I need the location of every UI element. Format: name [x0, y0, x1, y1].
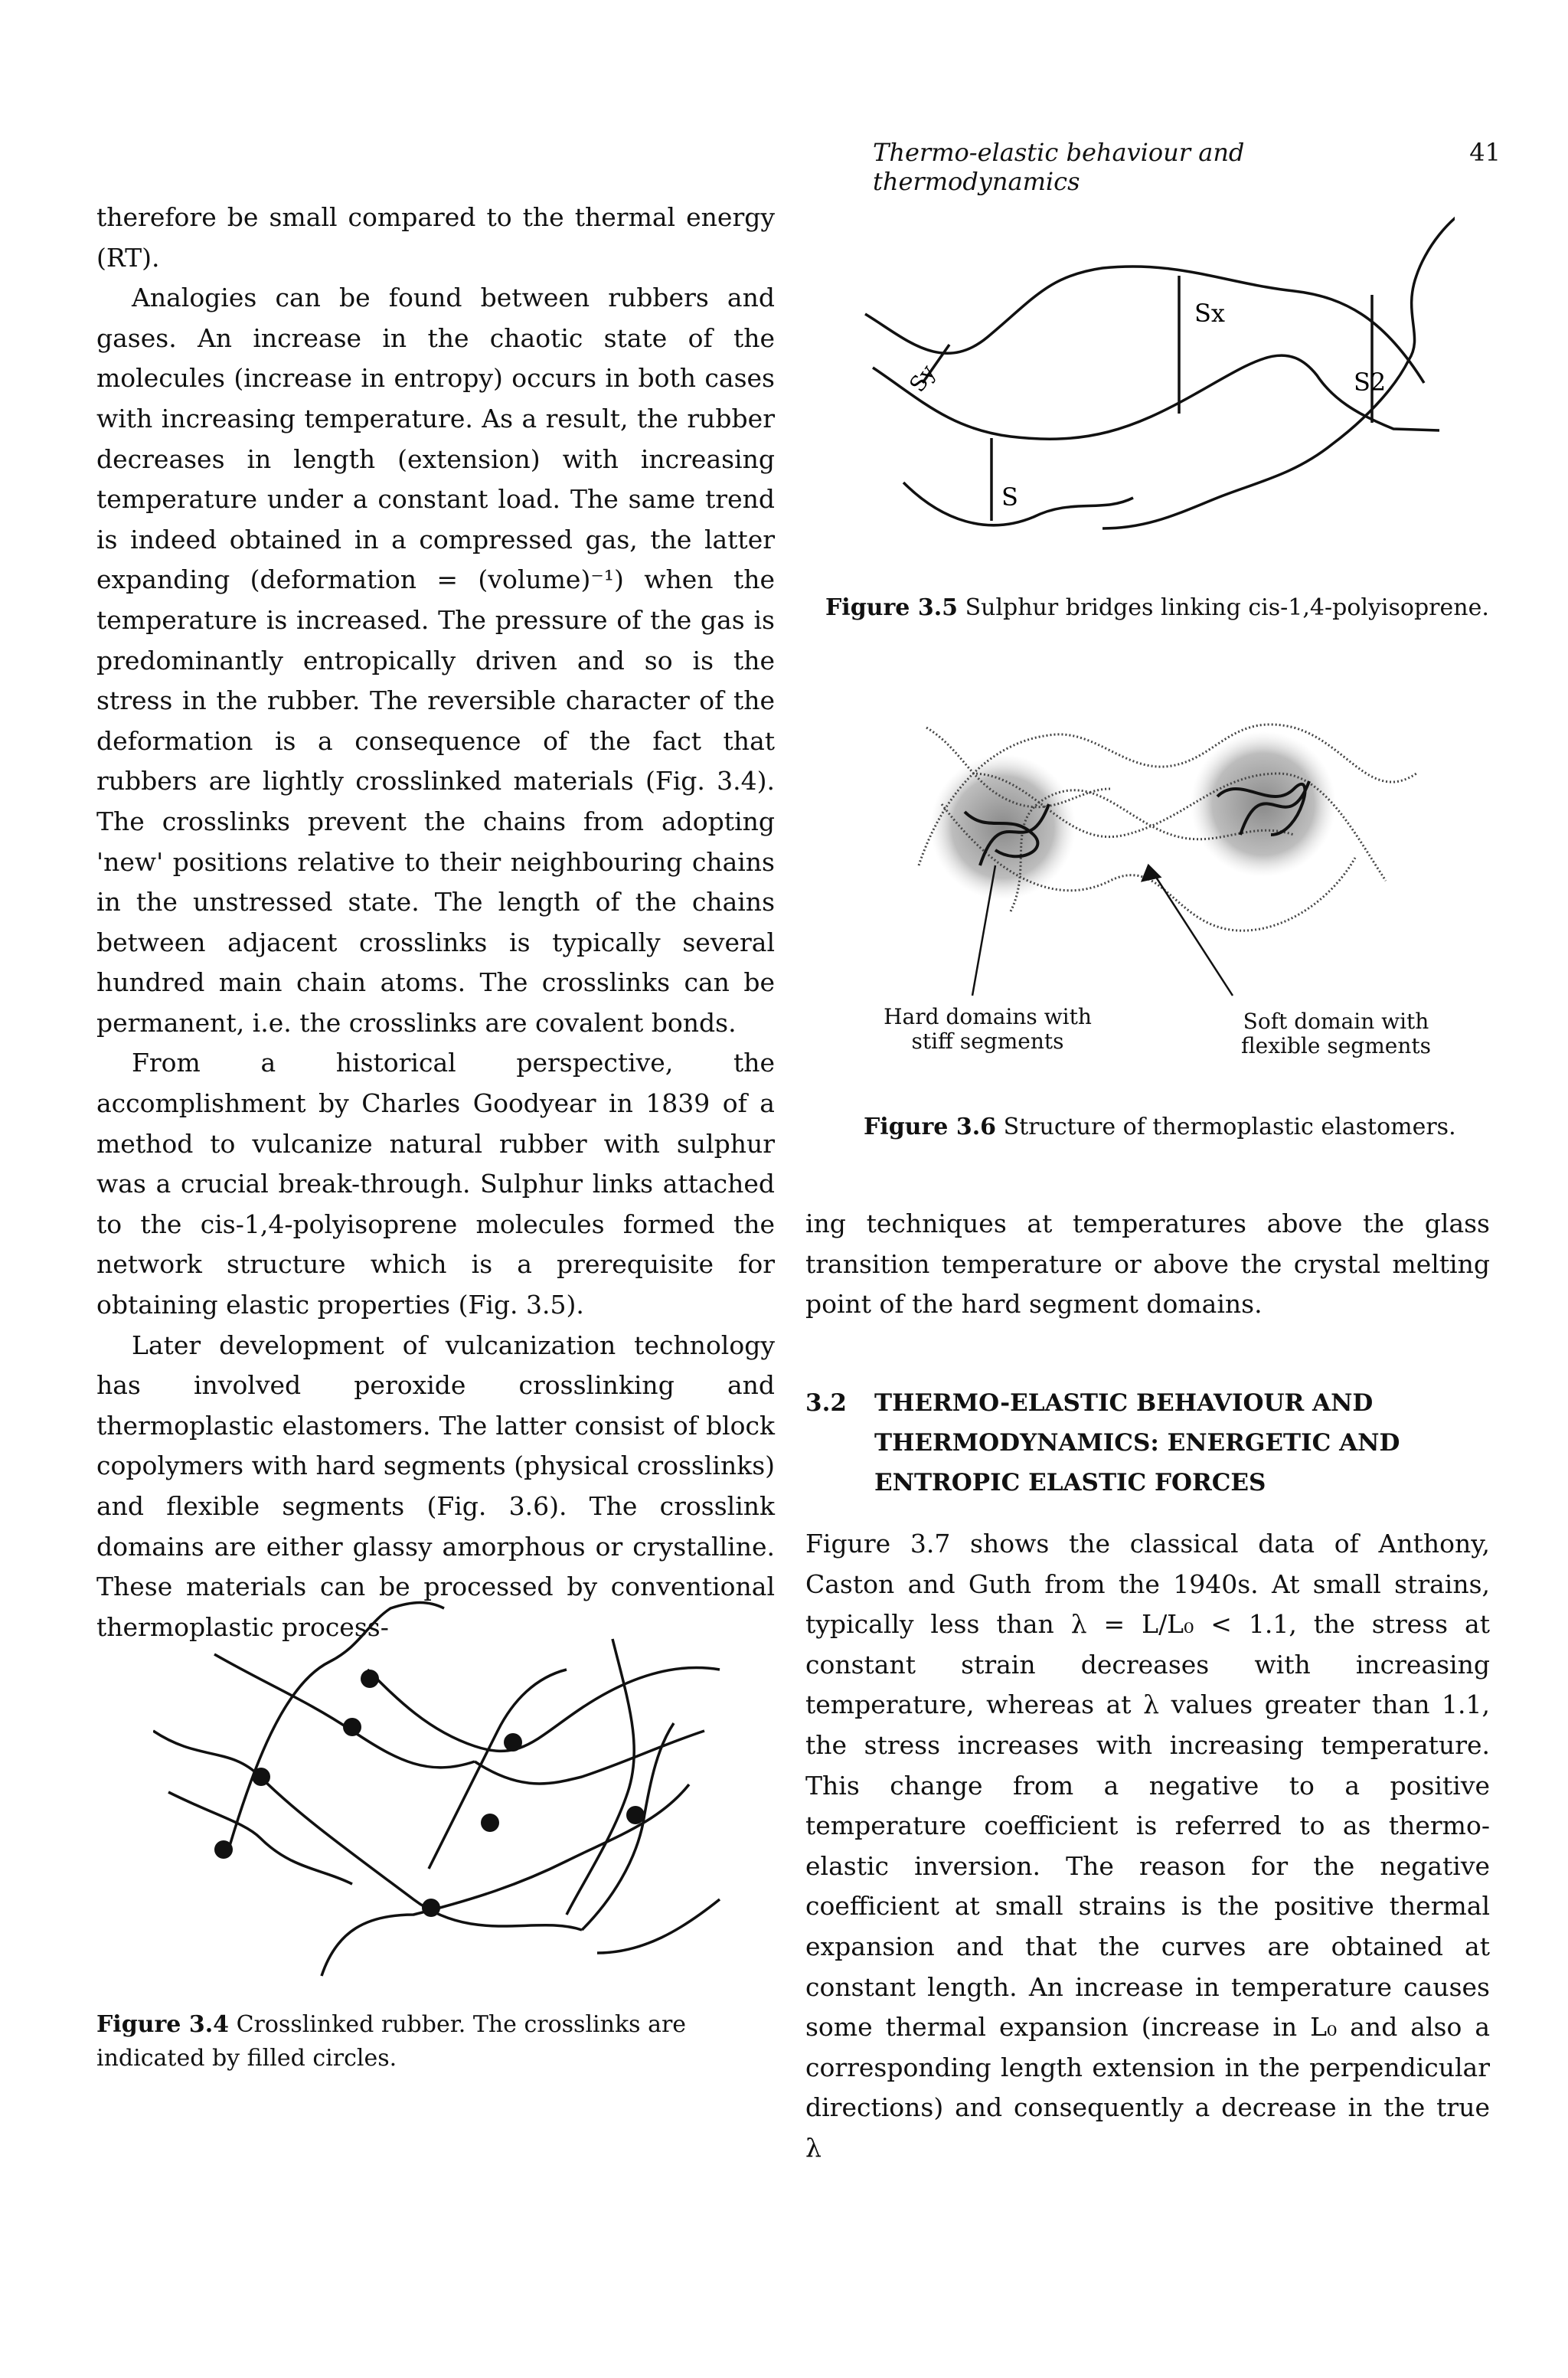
crosslink-node [343, 1718, 361, 1736]
figure-3-6-caption-label: Figure 3.6 [864, 1114, 997, 1140]
label-s2: S2 [1354, 368, 1387, 397]
crosslink-node [214, 1840, 233, 1859]
upper-chain [865, 267, 1424, 383]
crosslink-node [481, 1814, 499, 1832]
page-number: 41 [1469, 138, 1501, 167]
paragraph-2: Analogies can be found between rubbers and gases. An increase in the chaotic state of the molecules (increase in entropy) occurs in both cases with increasing temperature. As a result, the rubber decreases in length (extension) with increasing temperature under a constant load. The same trend is indeed obtained in a compressed gas, the latter expanding (deformation = (volume)⁻¹) when the temperature is increased. The pressure of the gas is predominantly entropically driven and so is the stress in the rubber. The reversible character of the deformation is a consequence of the fact that rubbers are lightly crosslinked materials (Fig. 3.4). The crosslinks prevent the chains from adopting 'new' positions relative to their neighbouring chains in the unstressed state. The length of the chains between adjacent crosslinks is typically several hundred main chain atoms. The crosslinks can be permanent, i.e. the crosslinks are covalent bonds. [96, 283, 775, 1038]
label-sy: Sy [904, 360, 941, 397]
lower-chain [903, 482, 1133, 525]
paragraph-4: Later development of vulcanization technology has involved peroxide crosslinking and thermoplastic elastomers. The latter consist of block copolymers with hard segments (physical crosslinks) and flexible segments (Fig. 3.6). The crosslink domains are either glassy amorphous or crystalline. These materials can be processed by conventional thermoplastic process- [96, 1330, 775, 1642]
figure-3-5-caption [825, 591, 1499, 625]
figure-3-4-caption-label: Figure 3.4 [96, 2011, 230, 2038]
figure-3-4-caption-text: Crosslinked rubber. The crosslinks are indicated by filled circles. [96, 2011, 687, 2072]
crosslink-node [252, 1768, 270, 1786]
pointer-soft [1148, 865, 1233, 996]
running-header-title: Thermo-elastic behaviour and thermodynamics [873, 138, 1245, 196]
figure-3-6-caption-text: Structure of thermoplastic elastomers. [1003, 1114, 1456, 1140]
continuation-paragraph: ing techniques at temperatures above the glass transition temperature or above the crystal melting point of the hard segment domains. [805, 1209, 1490, 1320]
figure-3-5-caption-label: Figure 3.5 [825, 594, 959, 621]
hard-domain-left [930, 754, 1076, 900]
left-column [96, 198, 775, 1647]
crosslink-node [626, 1806, 645, 1824]
label-soft-domain: Soft domain with flexible segments [1241, 1009, 1431, 1058]
figure-3-6-diagram [896, 682, 1455, 1003]
crosslink-node [504, 1733, 522, 1752]
figure-3-5-caption-text: Sulphur bridges linking cis-1,4-polyisoprene. [965, 594, 1489, 621]
crosslink-node [361, 1670, 379, 1688]
running-header [873, 138, 1501, 196]
section-body [805, 1524, 1490, 2169]
section-number: 3.2 [805, 1389, 847, 1417]
paragraph-3: From a historical perspective, the accomplishment by Charles Goodyear in 1839 of a method to vulcanize natural rubber with sulphur was a crucial break-through. Sulphur links attached to the cis-1,4-polyisoprene molecules formed the network structure which is a prerequisite for obtaining elastic properties (Fig. 3.5). [96, 1048, 775, 1320]
figure-3-6-caption [864, 1110, 1491, 1144]
section-title: THERMO-ELASTIC BEHAVIOUR AND THERMODYNAMICS: ENERGETIC AND ENTROPIC ELASTIC FORCES [874, 1389, 1400, 1496]
figure-3-4-diagram [153, 1593, 766, 1991]
label-sx: Sx [1194, 299, 1225, 328]
crosslink-node [422, 1899, 440, 1917]
paragraph-1: therefore be small compared to the thermal energy (RT). [96, 202, 775, 273]
right-column-continuation [805, 1204, 1490, 1325]
figure-3-5-diagram [858, 207, 1455, 567]
pointer-arrowhead [1142, 865, 1160, 881]
section-paragraph-1: Figure 3.7 shows the classical data of Anthony, Caston and Guth from the 1940s. At small strains, typically less than λ = L/L₀ < 1.1, the stress at constant strain decreases with increasing temperature, whereas at λ values greater than 1.1, the stress increases with increasing temperature. This change from a negative to a positive temperature coefficient is referred to as thermo-elastic inversion. The reason for the negative coefficient at small strains is the positive thermal expansion and that the curves are obtained at constant length. An increase in temperature causes some thermal expansion (increase in L₀ and also a corresponding length extension in the perpendicular directions) and consequently a decrease in the true λ [805, 1529, 1490, 2163]
label-s: S [1001, 482, 1018, 512]
vertical-chain [1102, 207, 1455, 528]
figure-3-4-caption [96, 2008, 778, 2075]
label-hard-domains: Hard domains with stiff segments [884, 1004, 1092, 1054]
